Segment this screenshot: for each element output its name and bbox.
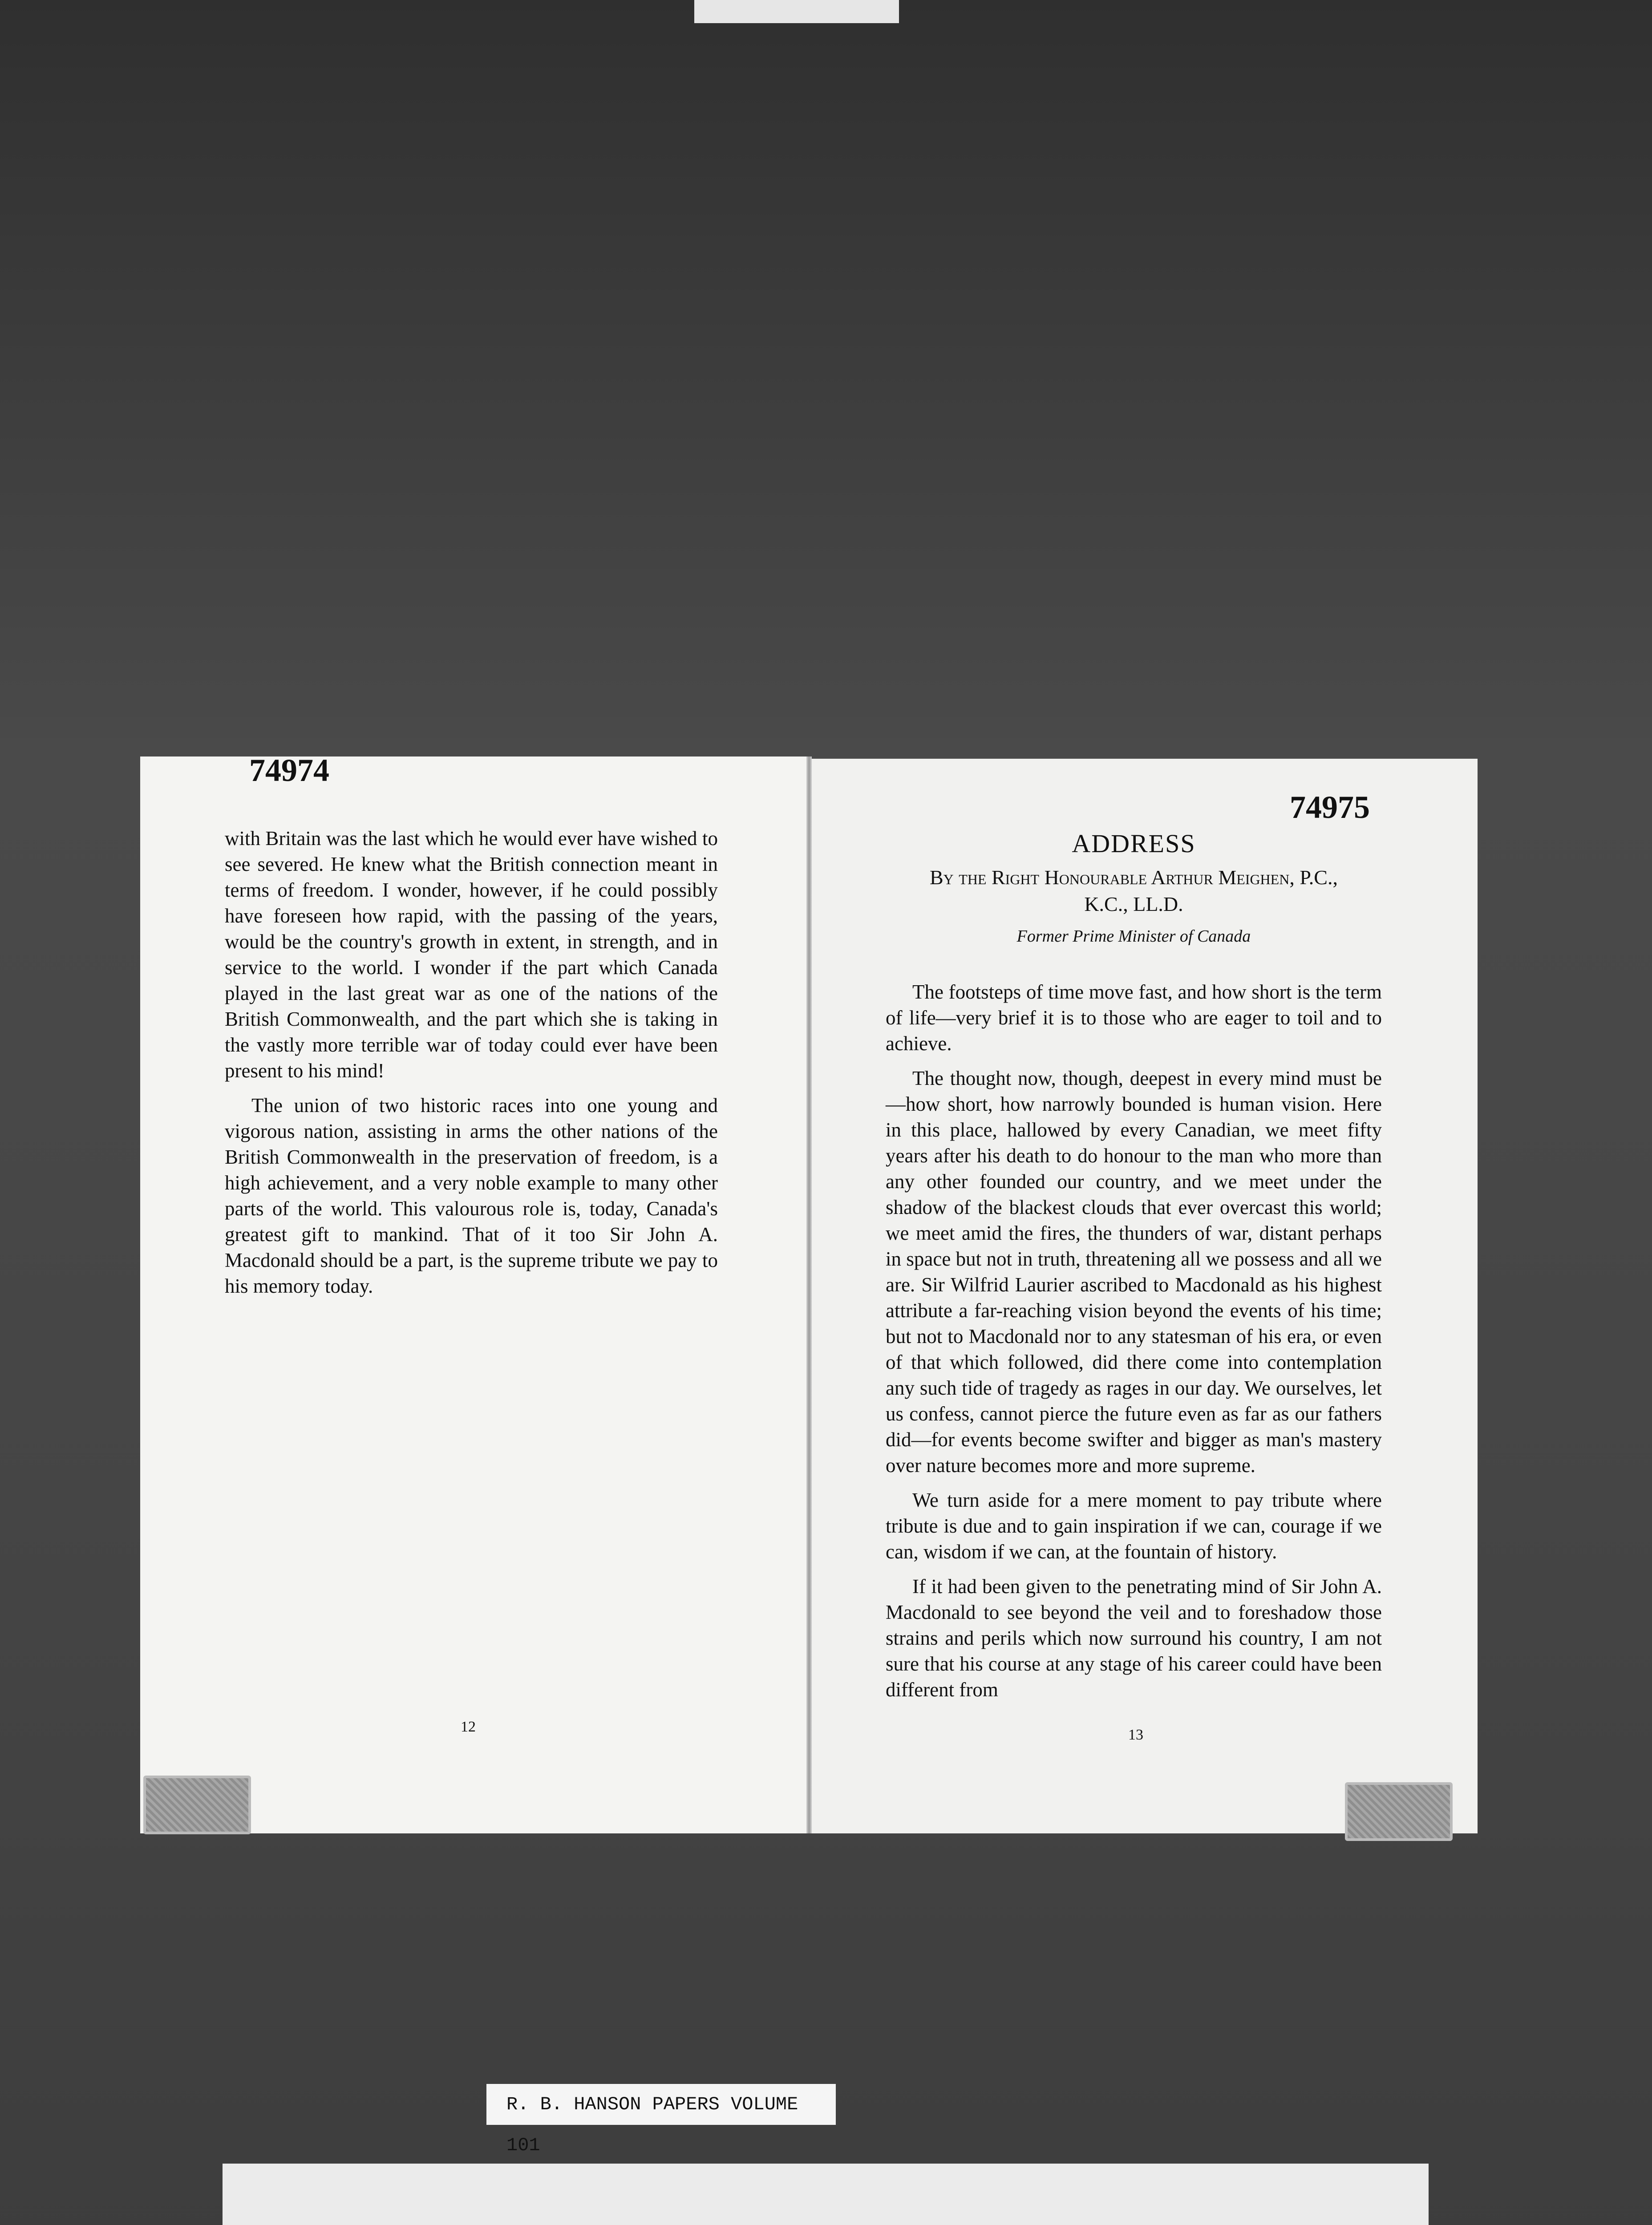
- volume-label: R. B. HANSON PAPERS VOLUME 101: [486, 2084, 836, 2125]
- right-page-number: 74975: [1290, 789, 1370, 825]
- film-tab: [694, 0, 899, 23]
- left-paragraph-1: with Britain was the last which he would ever have wished to see severed. He knew what the British connection meant in terms of freedom. I wonder, however, if he could possibly have foreseen how rapid, with the passing of the years, would be the country's growth in extent, in strength, and in service to the world. I wonder if the part which Canada played in the last great war as one of the nations of the British Commonwealth, and the part which she is taking in the vastly more terrible war of today could ever have been present to his mind!: [225, 827, 718, 1082]
- byline-line-2: K.C., LL.D.: [1084, 893, 1183, 915]
- left-page-body: [225, 825, 718, 1308]
- right-paragraph-2: The thought now, though, deepest in every mind must be—how short, how narrowly bounded is human vision. Here in this place, hallowed by every Canadian, we meet fifty years after his death to do honour to the man who more than any other founded our country, and we meet under the shadow of the blackest clouds that ever overcast this world; we meet amid the fires, the thunders of war, distant perhaps in space but not in truth, threatening all we possess and all we are. Sir Wilfrid Laurier ascribed to Macdonald as his highest attribute a far-reaching vision beyond the events of his time; but not to Macdonald nor to any statesman of his era, or even of that which followed, did there come into contemplation any such tide of tragedy as rages in our day. We ourselves, let us confess, cannot pierce the future even as far as our fathers did—for events become swifter and bigger as man's mastery over nature becomes more and more supreme.: [886, 1067, 1382, 1477]
- byline-line-1: By the Right Honourable Arthur Meighen, P.C.,: [929, 866, 1338, 889]
- right-page-body: [886, 979, 1382, 1711]
- left-page-number: 74974: [249, 752, 329, 788]
- left-page: [140, 752, 808, 1833]
- left-paragraph-2: The union of two historic races into one young and vigorous nation, assisting in arms the other nations of the British Commonwealth in the preservation of freedom, is a high achievement, and a very noble example to many other parts of the world. This valourous role is, today, Canada's greatest gift to mankind. That of it too Sir John A. Macdonald should be a part, is the supreme tribute we pay to his memory today.: [225, 1094, 718, 1297]
- address-title: ADDRESS: [1072, 829, 1196, 858]
- right-page-clip: [1345, 1782, 1453, 1841]
- book-spine: [806, 756, 812, 1833]
- right-page: [810, 759, 1478, 1833]
- left-folio: 12: [461, 1719, 476, 1735]
- right-paragraph-1: The footsteps of time move fast, and how short is the term of life—very brief it is to those who are eager to toil and to achieve.: [886, 981, 1382, 1055]
- left-page-clip: [143, 1776, 251, 1834]
- address-heading: [886, 828, 1382, 946]
- right-paragraph-4: If it had been given to the penetrating mind of Sir John A. Macdonald to see beyond the veil and to foreshadow those strains and perils which now surround his country, I am not sure that his course at any stage of his career could have been different from: [886, 1575, 1382, 1701]
- right-paragraph-3: We turn aside for a mere moment to pay tribute where tribute is due and to gain inspiration if we can, courage if we can, wisdom if we can, at the fountain of history.: [886, 1489, 1382, 1563]
- archives-card: [223, 2164, 1429, 2225]
- right-folio: 13: [1128, 1727, 1143, 1743]
- author-subtitle: Former Prime Minister of Canada: [1016, 927, 1251, 946]
